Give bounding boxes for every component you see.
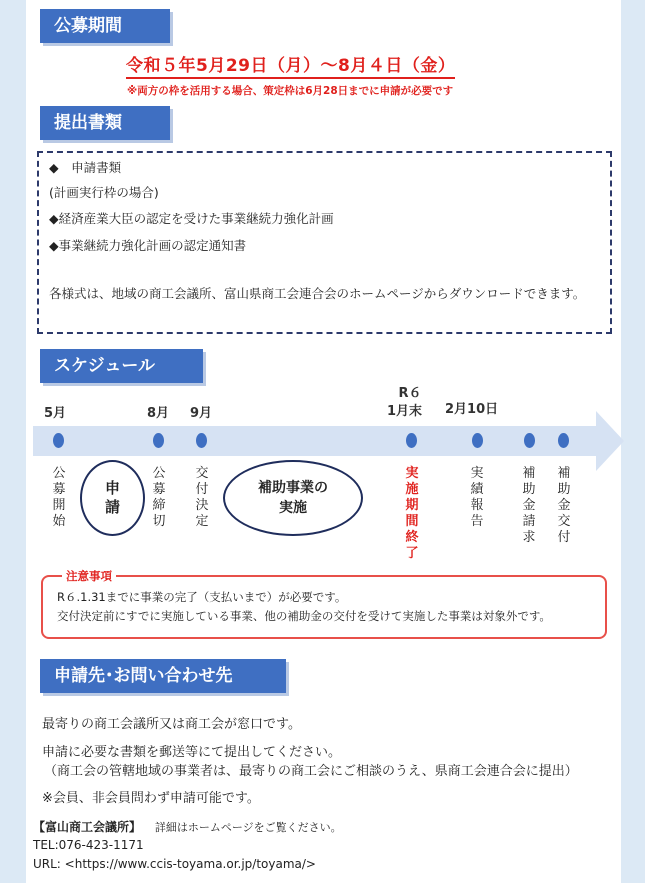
- month-r6: R６: [398, 386, 422, 401]
- timeline-arrow-head: [596, 411, 624, 471]
- contact-line: （商工会の管轄地域の事業者は、最寄りの商工会にご相談のうえ、県商工会連合会に提出）: [44, 764, 578, 779]
- step-jisseki-houkoku: 実績報告: [470, 466, 484, 529]
- documents-line: ◆事業継続力強化計画の認定通知書: [49, 238, 247, 253]
- contact-line: 申請に必要な書類を郵送等にて提出してください。: [42, 745, 342, 760]
- step-hojo-jisshi: [223, 460, 363, 536]
- timeline-arrow: [33, 426, 598, 456]
- documents-line: ◆経済産業大臣の認定を受けた事業継続力強化計画: [49, 211, 334, 226]
- step-shinsei: [80, 460, 145, 536]
- month-may: 5月: [44, 406, 67, 421]
- org-name: 【富山商工会議所】: [33, 820, 142, 834]
- org-url[interactable]: URL: <https://www.ccis-toyama.or.jp/toyama/>: [33, 857, 316, 871]
- caution-box: [41, 575, 607, 639]
- schedule-header: スケジュール: [40, 349, 203, 383]
- contact-line: 最寄りの商工会議所又は商工会が窓口です。: [42, 717, 301, 732]
- period-dates: 令和５年5月29日（月）～8月４日（金）: [126, 51, 455, 79]
- org-note: 詳細はホームページをご覧ください。: [154, 821, 342, 834]
- step-hojo-jisshi-line1: 補助事業の: [258, 480, 328, 496]
- month-sep: 9月: [190, 406, 213, 421]
- caution-title: 注意事項: [62, 568, 116, 584]
- contact-org-row: [33, 818, 342, 835]
- month-jan-end: 1月末: [387, 404, 423, 419]
- timeline-dot: [472, 433, 483, 448]
- contact-header: 申請先･お問い合わせ先: [40, 659, 286, 693]
- timeline-dot: [53, 433, 64, 448]
- step-shinsei-label: 申請: [104, 479, 120, 516]
- documents-line: ◆ 申請書類: [49, 160, 122, 175]
- period-note: ※両方の枠を活用する場合、策定枠は6月28日までに申請が必要です: [127, 85, 454, 97]
- step-hojo-jisshi-line2: 実施: [279, 500, 307, 516]
- timeline-dot: [558, 433, 569, 448]
- step-koufu-kettei: 交付決定: [195, 466, 209, 529]
- step-koubo-kaishi: 公募開始: [52, 466, 66, 529]
- month-feb10: 2月10日: [445, 402, 499, 417]
- org-tel: TEL:076-423-1171: [33, 838, 144, 852]
- step-hojokin-seikyu: 補助金請求: [522, 466, 536, 545]
- step-hojokin-koufu: 補助金交付: [557, 466, 571, 545]
- timeline-dot: [406, 433, 417, 448]
- caution-line: R６.1.31までに事業の完了（支払いまで）が必要です。: [57, 590, 347, 604]
- month-aug: 8月: [147, 406, 170, 421]
- caution-line: 交付決定前にすでに実施している事業、他の補助金の交付を受けて実施した事業は対象外です。: [57, 609, 551, 623]
- documents-footer: 各様式は、地域の商工会議所、富山県商工会連合会のホームページからダウンロードできます。: [49, 286, 586, 301]
- step-jisshi-kikan-shuryo: 実施期間終了: [405, 466, 419, 561]
- timeline-dot: [153, 433, 164, 448]
- documents-box: [37, 151, 612, 334]
- documents-header: 提出書類: [40, 106, 170, 140]
- period-header: 公募期間: [40, 9, 170, 43]
- documents-line: (計画実行枠の場合): [49, 185, 159, 200]
- step-koubo-shimekiri: 公募締切: [152, 466, 166, 529]
- timeline-dot: [196, 433, 207, 448]
- contact-line: ※会員、非会員問わず申請可能です。: [42, 791, 260, 806]
- timeline-dot: [524, 433, 535, 448]
